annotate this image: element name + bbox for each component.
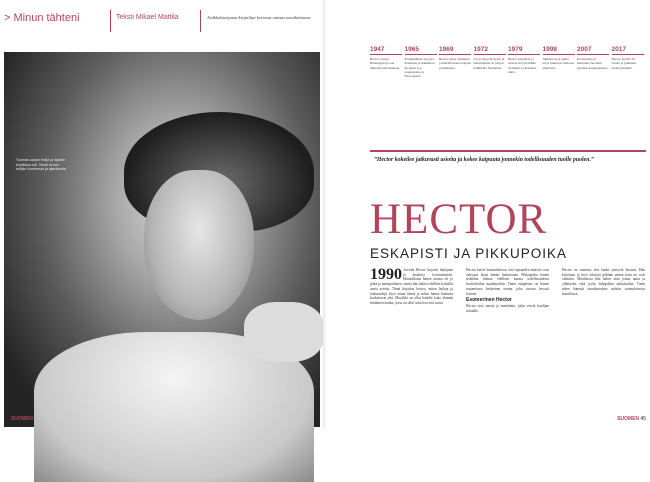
timeline-year: 1972 — [474, 46, 506, 55]
timeline-year: 1969 — [439, 46, 471, 55]
timeline-text: Hector palaa Suomeen ja kiertää maata laajasti soittamassa. — [439, 57, 471, 70]
timeline-item — [439, 46, 471, 70]
timeline-text: Ensimmäinen levytys. Koulutus ja muusikon tie alkaa Los Angelesissa ja Euroopassa. — [404, 57, 435, 79]
body-text: -luvulla Hector kirjoitti laulujaan ja keskittyi levyttämiseen. Muusikkona hänen uransa oli jo pitkä ja monipuolinen, mutta hän halusi edelleen kokeilla uusia asioita. Tämä kirjoitus kertoo, miten laulaja ja lauluntekijä löysi oman tiensä ja miksi hänen laulunsa koskettavat yhä. Musiikki on ollut hänelle koko elämän mittainen matka, jossa on ollut sekä iloa että surua. — [370, 268, 453, 305]
dropcap: 1990 — [370, 266, 402, 283]
timeline-item — [474, 46, 506, 70]
timeline-text: Hector täyttää 70 vuotta ja julkaisee uuden albumin. — [611, 57, 637, 70]
photo-face — [144, 170, 254, 320]
article-title: HECTOR — [370, 196, 548, 243]
timeline-item — [508, 46, 540, 74]
folio-left — [4, 416, 33, 422]
page-number: 45 — [640, 416, 646, 422]
right-page — [326, 0, 650, 429]
timeline-text: Juhlavuosi ja uudet levyt kuuluvat radiossa ahkerasti. — [542, 57, 574, 70]
header-bar — [0, 0, 324, 40]
body-column — [562, 268, 645, 296]
portrait-photo — [4, 52, 320, 427]
timeline-item — [405, 46, 437, 78]
timeline-text: Hector kirjoittaa ja tuottaa levyjä muille artisteille ja kokeilee uutta. — [508, 57, 537, 74]
divider — [110, 10, 111, 32]
subheading: Esoteerinen Hector — [466, 297, 512, 304]
quote-rule — [370, 150, 646, 152]
folio-right — [617, 416, 646, 422]
intro-text: Artikkelisarjassa kirjailijat kertovat omista suosikeistaan. — [207, 15, 312, 20]
pull-quote: ”Hector kokeilee jatkuvasti asioita ja kokee kaipuuta jonnekin todellisuuden tuolle puolen.” — [374, 157, 594, 163]
timeline-year: 1979 — [508, 46, 540, 55]
timeline-year: 1998 — [543, 46, 575, 55]
timeline-item — [543, 46, 575, 70]
photo-arm — [244, 302, 324, 362]
photo-caption: Tuomas-sarjan tekijä ja lapsille kirjoittava isä. Teksti kertoo tekijän luonteesta ja ajatuksista. — [16, 158, 67, 172]
byline: Teksti Mikael Mattila — [116, 14, 179, 21]
magazine-name: SUOMEN — [617, 416, 640, 422]
body-column — [466, 268, 549, 313]
left-page — [0, 0, 324, 429]
magazine-name: SUOMEN — [10, 416, 33, 422]
timeline — [370, 46, 646, 126]
timeline-text: Hector syntyy Helsingissä ja saa nimensä isän mukaan. — [370, 57, 401, 70]
timeline-year: 2017 — [612, 46, 644, 55]
timeline-year: 1947 — [370, 46, 402, 55]
timeline-text: Konsertteja ja kiertueita Suomen suurissa kaupungeissa. — [577, 57, 608, 70]
page-number: 44 — [4, 416, 10, 422]
timeline-year: 1965 — [405, 46, 437, 55]
body-text: Hector on sanonut, että laulut syntyvät hitaasti. Hän kirjoittaa ja hioo tekstejä pitkään ennen kuin ne ovat valmiita. Musiikissa hän hakee aina jotain uutta ja yllättävää, eikä tyydy helppoihin ratkaisuihin. Tämä tekee hänestä ainutlaatuisen artistin suomalaisessa musiikissa. — [562, 268, 645, 296]
section-label: > Minun tähteni — [4, 12, 80, 24]
timeline-item — [612, 46, 644, 70]
timeline-year: 2007 — [577, 46, 609, 55]
timeline-item — [577, 46, 609, 70]
article-subtitle: ESKAPISTI JA PIKKUPOIKA — [370, 246, 568, 261]
timeline-item — [370, 46, 402, 70]
body-column — [370, 268, 453, 306]
body-text: Hector etsii sanoja ja tunnelmia, jotka vievät kuulijan toisaalle. — [466, 303, 549, 313]
timeline-text: Levyt myyvät hyvin ja esiintymisiä on paljon kaikkialla Suomessa. — [473, 57, 505, 70]
divider — [200, 10, 201, 32]
body-text: Hector kertoi haastattelussa, että lapsuuden muistot ovat vahvasti läsnä hänen lauluissaan. Pikkupoika hänen sisällään haluaa edelleen karata todellisuudesta kuviteltuihin maailmoihin. Tämä eskapismi on hänen tuotantonsa keskeinen teema, joka toistuu levystä toiseen. — [466, 268, 549, 296]
